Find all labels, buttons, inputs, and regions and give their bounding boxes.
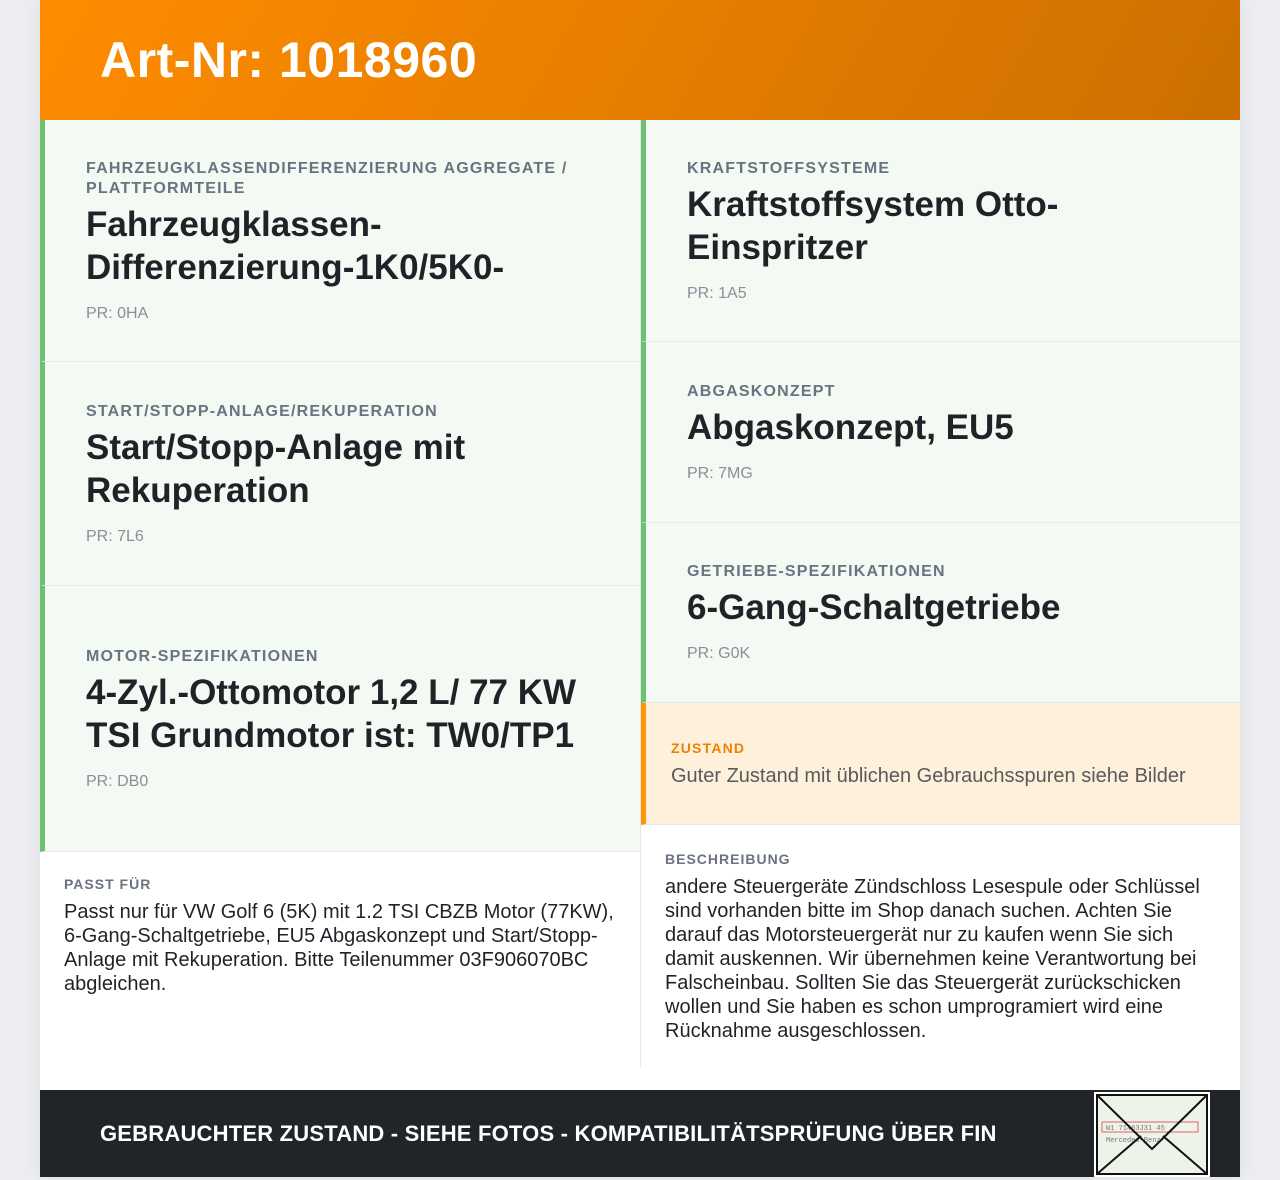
spec-pr-code: PR: 1A5: [687, 284, 747, 302]
spec-title: Abgaskonzept, EU5: [687, 407, 1014, 447]
left-column: [40, 120, 640, 1067]
footer-banner: [40, 1090, 1240, 1177]
beschreibung-label: BESCHREIBUNG: [665, 851, 791, 867]
beschreibung-section: [641, 825, 1240, 1067]
spec-category: START/STOPP-ANLAGE/REKUPERATION: [86, 402, 438, 420]
spec-pr-code: PR: 0HA: [86, 304, 149, 322]
product-page: [40, 0, 1240, 1177]
spec-title: Kraftstoffsystem Otto-Einspritzer: [687, 184, 1059, 267]
spec-title: 6-Gang-Schaltgetriebe: [687, 588, 1061, 627]
footer-text: GEBRAUCHTER ZUSTAND - SIEHE FOTOS - KOMPATIBILITÄTSPRÜFUNG ÜBER FIN: [100, 1120, 997, 1146]
svg-text:W1 71463J31 45: W1 71463J31 45: [1106, 1125, 1165, 1133]
spec-pr-code: PR: 7MG: [687, 464, 753, 482]
beschreibung-text: andere Steuergeräte Zündschloss Lesespule oder Schlüssel sind vorhanden bitte im Shop danach suchen. Achten Sie darauf das Motorsteuergerät nur zu kaufen wenn Sie sich damit auskennen. Wir übernehmen keine Verantwortung bei Falscheinbau. Sollten Sie das Steuergerät zurückschicken wollen und Sie haben es schon umprogramiert wird eine Rücknahme ausgeschlossen.: [665, 876, 1200, 1042]
spec-pr-code: PR: DB0: [86, 772, 149, 790]
passt-fuer-label: PASST FÜR: [64, 876, 152, 892]
spec-card: [40, 120, 640, 362]
spec-category: FAHRZEUGKLASSENDIFFERENZIERUNG AGGREGATE / PLATTFORMTEILE: [86, 159, 568, 197]
spec-title: Fahrzeugklassen-Differenzierung-1K0/5K0-: [86, 204, 505, 287]
spec-pr-code: PR: G0K: [687, 645, 751, 662]
spec-title: 4-Zyl.-Ottomotor 1,2 L/ 77 KW TSI Grundmotor ist: TW0/TP1: [86, 672, 577, 755]
zustand-text: Guter Zustand mit üblichen Gebrauchsspuren siehe Bilder: [671, 764, 1186, 787]
vehicle-registration-envelope-image: [1094, 1092, 1210, 1177]
zustand-label: ZUSTAND: [671, 739, 746, 756]
article-number: Art-Nr: 1018960: [100, 32, 478, 88]
spec-category: KRAFTSTOFFSYSTEME: [687, 159, 891, 177]
right-column: [640, 120, 1240, 1067]
zustand-section: [641, 703, 1240, 825]
svg-text:Mercedes-Benz: Mercedes-Benz: [1106, 1137, 1161, 1145]
spec-category: ABGASKONZEPT: [687, 382, 836, 400]
spec-card: [40, 586, 640, 852]
spec-category: MOTOR-SPEZIFIKATIONEN: [86, 647, 319, 665]
spec-category: GETRIEBE-SPEZIFIKATIONEN: [687, 563, 946, 580]
envelope-icon: [1096, 1094, 1208, 1175]
spec-card: [40, 362, 640, 586]
passt-fuer-section: [40, 852, 640, 1020]
header: [40, 0, 1240, 120]
spec-card: [641, 523, 1240, 703]
spec-card: [641, 342, 1240, 523]
passt-fuer-text: Passt nur für VW Golf 6 (5K) mit 1.2 TSI CBZB Motor (77KW), 6-Gang-Schaltgetriebe, EU5 Abgaskonzept und Start/Stopp-Anlage mit Rekuperation. Bitte Teilenummer 03F906070BC abgleichen.: [64, 901, 614, 995]
spec-card: [641, 120, 1240, 342]
spec-title: Start/Stopp-Anlage mit Rekuperation: [86, 427, 466, 510]
spec-pr-code: PR: 7L6: [86, 527, 144, 545]
